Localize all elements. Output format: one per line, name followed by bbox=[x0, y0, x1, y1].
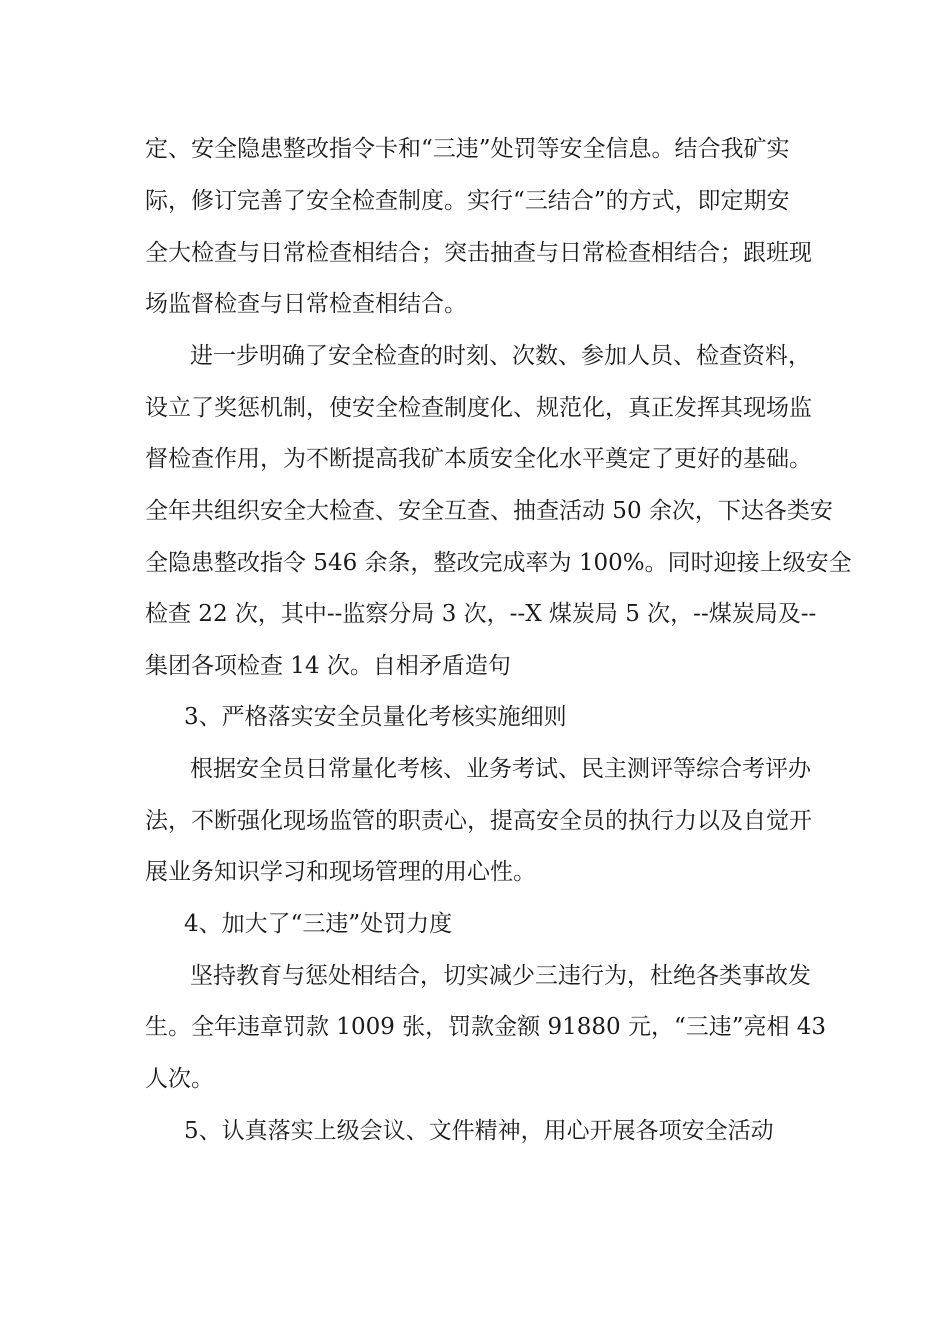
paragraph-line: 全隐患整改指令 546 余条，整改完成率为 100%。同时迎接上级安全 bbox=[145, 550, 852, 576]
paragraph-line: 定、安全隐患整改指令卡和“三违”处罚等安全信息。结合我矿实 bbox=[145, 136, 790, 162]
paragraph-line: 全年共组织安全大检查、安全互查、抽查活动 50 余次，下达各类安 bbox=[145, 498, 833, 524]
paragraph-line: 集团各项检查 14 次。自相矛盾造句 bbox=[145, 653, 511, 679]
paragraph-line: 展业务知识学习和现场管理的用心性。 bbox=[145, 859, 536, 885]
section-heading: 3、严格落实安全员量化考核实施细则 bbox=[184, 704, 567, 730]
paragraph-line: 坚持教育与惩处相结合，切实减少三违行为，杜绝各类事故发 bbox=[190, 963, 811, 989]
paragraph-line: 根据安全员日常量化考核、业务考试、民主测评等综合考评办 bbox=[190, 756, 811, 782]
paragraph-line: 际，修订完善了安全检查制度。实行“三结合”的方式，即定期安 bbox=[145, 188, 790, 214]
section-heading: 4、加大了“三违”处罚力度 bbox=[184, 911, 453, 937]
paragraph-line: 进一步明确了安全检查的时刻、次数、参加人员、检查资料， bbox=[190, 343, 811, 369]
paragraph-line: 人次。 bbox=[145, 1066, 214, 1092]
paragraph-line: 场监督检查与日常检查相结合。 bbox=[145, 291, 467, 317]
paragraph-line: 督检查作用，为不断提高我矿本质安全化水平奠定了更好的基础。 bbox=[145, 446, 812, 472]
paragraph-line: 检查 22 次，其中--监察分局 3 次，--X 煤炭局 5 次，--煤炭局及-- bbox=[145, 601, 817, 627]
paragraph-line: 法，不断强化现场监管的职责心，提高安全员的执行力以及自觉开 bbox=[145, 808, 812, 834]
section-heading: 5、认真落实上级会议、文件精神，用心开展各项安全活动 bbox=[184, 1118, 774, 1144]
paragraph-line: 全大检查与日常检查相结合；突击抽查与日常检查相结合；跟班现 bbox=[145, 240, 812, 266]
paragraph-line: 生。全年违章罚款 1009 张，罚款金额 91880 元，“三违”亮相 43 bbox=[145, 1014, 827, 1040]
paragraph-line: 设立了奖惩机制，使安全检查制度化、规范化，真正发挥其现场监 bbox=[145, 395, 812, 421]
